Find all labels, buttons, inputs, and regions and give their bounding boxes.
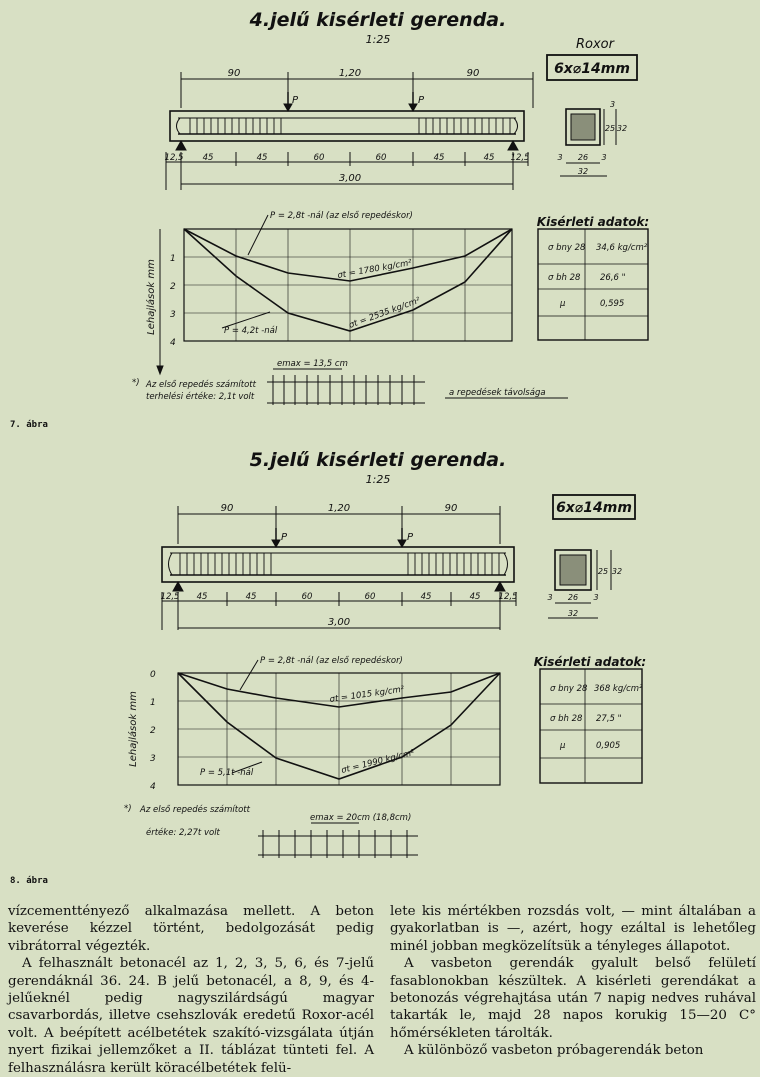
figure-7-dim-b4: 60 xyxy=(375,153,387,163)
paragraph: A különböző vasbeton próbagerendák beton xyxy=(404,1043,704,1059)
figure-8-ytick-4: 4 xyxy=(150,782,156,792)
figure-8-ytick-0: 0 xyxy=(150,670,156,680)
figure-7-data-label-3: μ xyxy=(560,299,566,309)
figure-7-ytick-4: 4 xyxy=(170,338,176,348)
figure-7-dim-b7: 12,5 xyxy=(510,153,530,163)
figure-7-note-line2: terhelési értéke: 2,1t volt xyxy=(146,392,255,402)
figure-7-section-h1: 25 xyxy=(604,124,616,133)
figure-7-length: 3,00 xyxy=(338,173,362,184)
figure-8-dim-b6: 45 xyxy=(469,592,481,602)
text-column-left xyxy=(8,903,374,1077)
figure-7-section-cover: 3 xyxy=(610,100,616,109)
figure-7-rebar: 6x⌀14mm xyxy=(554,61,630,77)
body-text xyxy=(8,903,756,1077)
figure-8-caption: 8. ábra xyxy=(10,876,48,886)
figure-8-ytick-3: 3 xyxy=(150,754,156,764)
figure-7-y-label: Lehajlások mm xyxy=(146,259,157,335)
figure-8-p-max: P = 5,1t -nál xyxy=(200,768,254,778)
figure-7-section-total: 32 xyxy=(577,167,589,176)
figure-7-data-value-3: 0,595 xyxy=(600,299,625,309)
figure-7-emax: emax = 13,5 cm xyxy=(277,359,348,369)
figure-8-data-value-1: 368 kg/cm² xyxy=(594,684,643,694)
figure-8-dim-b3: 60 xyxy=(301,592,313,602)
figure-8-dim-b0: 12,5 xyxy=(160,592,180,602)
figure-8-sigma2: σt = 1990 kg/cm² xyxy=(340,748,416,776)
figure-7-p-max: P = 4,2t -nál xyxy=(224,326,278,336)
figure-7-dim-middle: 1,20 xyxy=(338,68,362,79)
figure-8-length: 3,00 xyxy=(327,617,351,628)
figure-8-dim-b2: 45 xyxy=(245,592,257,602)
figure-7-dim-b2: 45 xyxy=(256,153,268,163)
paragraph: lete kis mértékben rozsdás volt, — mint általában a gyakorlatban is —, azért, hogy ezáltal is lehetőleg minél jobban megközelítsük a tényleges állapotot. xyxy=(390,904,756,954)
figure-7-ytick-2: 2 xyxy=(170,282,176,292)
figure-8-section-b2: 3 xyxy=(593,593,599,602)
figure-7-ytick-3: 3 xyxy=(170,310,176,320)
figure-8-emax: emax = 20cm (18,8cm) xyxy=(310,813,412,823)
figure-8-dim-b5: 45 xyxy=(420,592,432,602)
figure-8-note-star: *) xyxy=(124,804,132,814)
figure-7-section-h2: 32 xyxy=(616,124,628,133)
figure-8-sigma1: σt = 1015 kg/cm² xyxy=(329,684,405,705)
figure-7-crack-spacing: a repedések távolsága xyxy=(449,388,546,398)
figure-7-data-title: Kisérleti adatok: xyxy=(536,215,650,229)
figure-7-dim-left: 90 xyxy=(227,68,241,79)
figure-7-data-label-2: σ bh 28 xyxy=(548,273,581,283)
figure-8-data-label-3: μ xyxy=(560,741,566,751)
text-column-right xyxy=(390,903,756,1077)
figure-8-dim-b4: 60 xyxy=(364,592,376,602)
figure-7-dim-b1: 45 xyxy=(202,153,214,163)
figure-7-steel-label: Roxor xyxy=(576,37,614,52)
figure-8-section-h1: 25 xyxy=(597,567,609,576)
figure-8-y-label: Lehajlások mm xyxy=(128,691,139,767)
figure-7-dim-b3: 60 xyxy=(313,153,325,163)
figure-8-section-b1: 26 xyxy=(567,593,579,602)
figure-7-dim-b5: 45 xyxy=(433,153,445,163)
figure-8-title: 5.jelű kisérleti gerenda. xyxy=(249,449,507,471)
figure-8-section-total: 32 xyxy=(567,609,579,618)
figure-8-data-label-2: σ bh 28 xyxy=(550,714,583,724)
paragraph: vízcementtényező alkalmazása mellett. A beton keverése kézzel történt, bedolgozását pedig vibrátorral végezték. xyxy=(8,904,374,954)
figure-8-rebar: 6x⌀14mm xyxy=(556,500,632,516)
figure-7-dim-right: 90 xyxy=(466,68,480,79)
figure-8-ytick-2: 2 xyxy=(150,726,156,736)
figure-8-data-title: Kisérleti adatok: xyxy=(533,655,647,669)
figure-7-sigma2: σt = 2535 kg/cm² xyxy=(347,295,422,331)
figure-7-note-line1: Az első repedés számított xyxy=(146,380,256,390)
figure-8-data-value-3: 0,905 xyxy=(596,741,621,751)
figure-7 xyxy=(0,0,760,440)
figure-8-dim-middle: 1,20 xyxy=(327,503,351,514)
figure-8 xyxy=(0,440,760,880)
figure-7-note-star: *) xyxy=(132,378,140,388)
figure-7-section-b1: 26 xyxy=(577,153,589,162)
figure-7-dim-b6: 45 xyxy=(483,153,495,163)
figure-7-section-b0: 3 xyxy=(557,153,563,162)
figure-8-scale: 1:25 xyxy=(365,473,391,486)
figure-8-dim-b7: 12,5 xyxy=(498,592,518,602)
figure-8-section-b0: 3 xyxy=(547,593,553,602)
figure-8-load-right: P xyxy=(407,532,414,543)
figure-8-dim-b1: 45 xyxy=(196,592,208,602)
figure-8-note-line2: értéke: 2,27t volt xyxy=(146,828,220,838)
figure-7-load-left: P xyxy=(292,95,299,106)
figure-7-ytick-1: 1 xyxy=(170,254,176,264)
figure-7-section-b2: 3 xyxy=(601,153,607,162)
paragraph: A felhasznált betonacél az 1, 2, 3, 5, 6, és 7-jelű gerendáknál 36. 24. B jelű betonacél, a 8, 9, és 4-jelűeknél pedig nagyszilárdságú magyar csavarbordás, illetve csehszlovák eredetű Roxor-acél volt. A beépített acélbetétek szakító-vizsgálata útján nyert fizikai jellemzőket a II. táblázat tünteti fel. A felhasználásra került köracélbetétek felü- xyxy=(8,956,374,1076)
figure-7-title: 4.jelű kisérleti gerenda. xyxy=(249,9,507,31)
figure-7-scale: 1:25 xyxy=(365,33,391,46)
figure-7-sigma1: σt = 1780 kg/cm² xyxy=(336,258,413,281)
figure-8-ytick-1: 1 xyxy=(150,698,156,708)
figure-8-note-line1: Az első repedés számított xyxy=(140,805,250,815)
figure-7-data-value-1: 34,6 kg/cm² xyxy=(596,243,648,253)
figure-8-dim-right: 90 xyxy=(444,503,458,514)
figure-8-data-label-1: σ bny 28 xyxy=(550,684,588,694)
figure-8-first-crack: P = 2,8t -nál (az első repedéskor) xyxy=(260,656,403,666)
figure-7-caption: 7. ábra xyxy=(10,420,48,430)
paragraph: A vasbeton gerendák gyalult belső felületí fasablonokban készültek. A kisérleti gerendákat a betonozás végrehajtása után 7 napig nedves ruhával takarták le, majd 28 napos korukig 15—20 C° hőmérsékleten tárolták. xyxy=(390,956,756,1041)
figure-8-load-left: P xyxy=(281,532,288,543)
figure-7-data-value-2: 26,6 " xyxy=(600,273,626,283)
figure-8-data-value-2: 27,5 " xyxy=(596,714,622,724)
figure-7-data-label-1: σ bny 28 xyxy=(548,243,586,253)
figure-8-section-h2: 32 xyxy=(611,567,623,576)
figure-8-dim-left: 90 xyxy=(220,503,234,514)
figure-7-load-right: P xyxy=(418,95,425,106)
figure-7-dim-b0: 12,5 xyxy=(164,153,184,163)
figure-7-first-crack: P = 2,8t -nál (az első repedéskor) xyxy=(270,211,413,221)
